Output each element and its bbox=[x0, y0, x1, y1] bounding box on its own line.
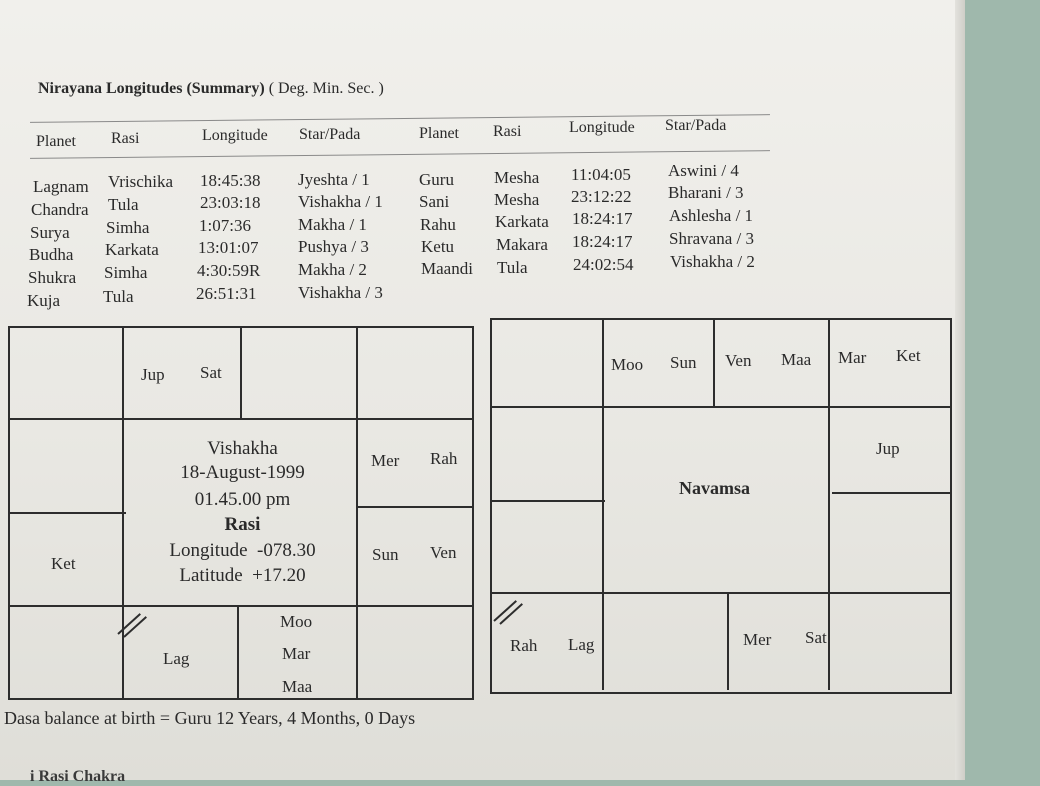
nav-ven: Ven bbox=[725, 351, 752, 370]
title-bold: Nirayana Longitudes (Summary) bbox=[38, 80, 265, 97]
right-rasi-3: Makara bbox=[496, 235, 548, 254]
right-star-4: Vishakha / 2 bbox=[670, 252, 755, 271]
left-planet-3: Budha bbox=[29, 245, 74, 264]
rasi-center-date: 18-August-1999 bbox=[180, 462, 305, 483]
nav-line-v1 bbox=[602, 320, 604, 690]
header-longitude-2: Longitude bbox=[569, 119, 635, 136]
right-rasi-2: Karkata bbox=[495, 212, 549, 231]
right-star-0: Aswini / 4 bbox=[668, 161, 739, 180]
rasi-center-star: Vishakha bbox=[207, 438, 278, 459]
header-planet-1: Planet bbox=[36, 133, 76, 150]
rasi-maa: Maa bbox=[282, 677, 313, 696]
left-star-5: Vishakha / 3 bbox=[298, 283, 383, 302]
left-rasi-0: Vrischika bbox=[108, 172, 174, 191]
page-title bbox=[38, 80, 384, 98]
right-rasi-4: Tula bbox=[497, 258, 528, 277]
left-long-2: 1:07:36 bbox=[199, 216, 251, 235]
rasi-center-name: Rasi bbox=[224, 514, 261, 535]
right-long-4: 24:02:54 bbox=[573, 255, 634, 274]
left-long-0: 18:45:38 bbox=[200, 171, 261, 190]
left-long-3: 13:01:07 bbox=[198, 238, 259, 257]
nav-moo: Moo bbox=[611, 355, 644, 374]
left-long-4: 4:30:59R bbox=[197, 261, 261, 280]
header-star-1: Star/Pada bbox=[299, 126, 361, 143]
nav-mar: Mar bbox=[838, 348, 867, 367]
rasi-jup: Jup bbox=[141, 365, 165, 384]
next-section-fragment: i Rasi Chakra bbox=[30, 768, 126, 785]
left-rasi-1: Tula bbox=[108, 195, 139, 214]
right-long-3: 18:24:17 bbox=[572, 232, 633, 251]
page-edge bbox=[955, 0, 965, 780]
right-planet-2: Rahu bbox=[420, 215, 456, 234]
right-star-2: Ashlesha / 1 bbox=[669, 206, 754, 225]
rasi-line-h2 bbox=[8, 512, 126, 514]
right-rasi-0: Mesha bbox=[494, 168, 540, 187]
nav-center: Navamsa bbox=[679, 478, 750, 498]
left-long-5: 26:51:31 bbox=[196, 284, 257, 303]
nav-line-v2b bbox=[727, 593, 729, 690]
left-rasi-5: Tula bbox=[103, 287, 134, 306]
right-star-3: Shravana / 3 bbox=[669, 229, 754, 248]
rasi-line-h1 bbox=[8, 418, 474, 420]
left-rasi-2: Simha bbox=[106, 218, 150, 237]
rasi-line-v1 bbox=[122, 328, 124, 698]
dasa-balance: Dasa balance at birth = Guru 12 Years, 4 Months, 0 Days bbox=[4, 708, 416, 728]
left-planet-1: Chandra bbox=[31, 200, 89, 219]
title-units: ( Deg. Min. Sec. ) bbox=[264, 80, 384, 97]
nav-mer: Mer bbox=[743, 630, 772, 649]
rasi-center-time: 01.45.00 pm bbox=[194, 489, 291, 510]
right-star-1: Bharani / 3 bbox=[668, 183, 744, 202]
nav-sun: Sun bbox=[670, 353, 697, 372]
rasi-center-longitude: Longitude -078.30 bbox=[169, 540, 316, 561]
nav-rah: Rah bbox=[510, 636, 538, 655]
header-longitude-1: Longitude bbox=[202, 127, 268, 144]
rasi-sat: Sat bbox=[200, 363, 222, 382]
left-long-1: 23:03:18 bbox=[200, 193, 261, 212]
nav-line-h3 bbox=[490, 592, 950, 594]
rasi-ven: Ven bbox=[430, 543, 457, 562]
header-planet-2: Planet bbox=[419, 125, 459, 142]
nav-jup: Jup bbox=[876, 439, 900, 458]
rasi-mer: Mer bbox=[371, 451, 400, 470]
nav-ket: Ket bbox=[896, 346, 921, 365]
nav-line-v2 bbox=[713, 320, 715, 408]
left-rasi-4: Simha bbox=[104, 263, 148, 282]
left-star-3: Pushya / 3 bbox=[298, 237, 369, 256]
header-star-2: Star/Pada bbox=[665, 117, 727, 134]
header-rasi-2: Rasi bbox=[493, 123, 522, 140]
nav-lag: Lag bbox=[568, 635, 595, 654]
right-planet-0: Guru bbox=[419, 170, 454, 189]
rasi-line-h2b bbox=[356, 506, 472, 508]
right-planet-4: Maandi bbox=[421, 259, 473, 278]
rasi-line-h3 bbox=[8, 605, 474, 607]
left-star-0: Jyeshta / 1 bbox=[298, 170, 370, 189]
rasi-line-v3 bbox=[356, 328, 358, 698]
rasi-line-v2 bbox=[240, 328, 242, 418]
nav-maa: Maa bbox=[781, 350, 812, 369]
left-star-4: Makha / 2 bbox=[298, 260, 367, 279]
nav-line-h1 bbox=[490, 406, 950, 408]
right-long-1: 23:12:22 bbox=[571, 187, 632, 206]
left-star-2: Makha / 1 bbox=[298, 215, 367, 234]
rasi-ket: Ket bbox=[51, 554, 76, 573]
right-long-0: 11:04:05 bbox=[571, 165, 631, 184]
left-planet-5: Kuja bbox=[27, 291, 61, 310]
nav-line-v3 bbox=[828, 320, 830, 690]
rasi-sun: Sun bbox=[372, 545, 399, 564]
rasi-lag: Lag bbox=[163, 649, 190, 668]
left-planet-4: Shukra bbox=[28, 268, 77, 287]
rasi-moo: Moo bbox=[280, 612, 313, 631]
left-planet-0: Lagnam bbox=[33, 177, 89, 196]
header-rasi-1: Rasi bbox=[111, 130, 140, 147]
right-rasi-1: Mesha bbox=[494, 190, 540, 209]
rasi-rah: Rah bbox=[430, 449, 458, 468]
nav-line-h2b bbox=[832, 492, 950, 494]
right-long-2: 18:24:17 bbox=[572, 209, 633, 228]
left-rasi-3: Karkata bbox=[105, 240, 159, 259]
right-planet-1: Sani bbox=[419, 192, 450, 211]
rasi-center-latitude: Latitude +17.20 bbox=[179, 565, 306, 586]
rasi-mar: Mar bbox=[282, 644, 311, 663]
nav-sat: Sat bbox=[805, 628, 827, 647]
right-planet-3: Ketu bbox=[421, 237, 455, 256]
navamsa-chart bbox=[490, 318, 952, 694]
left-star-1: Vishakha / 1 bbox=[298, 192, 383, 211]
rasi-line-v2b bbox=[237, 606, 239, 698]
left-planet-2: Surya bbox=[30, 223, 70, 242]
nav-line-h2 bbox=[490, 500, 605, 502]
